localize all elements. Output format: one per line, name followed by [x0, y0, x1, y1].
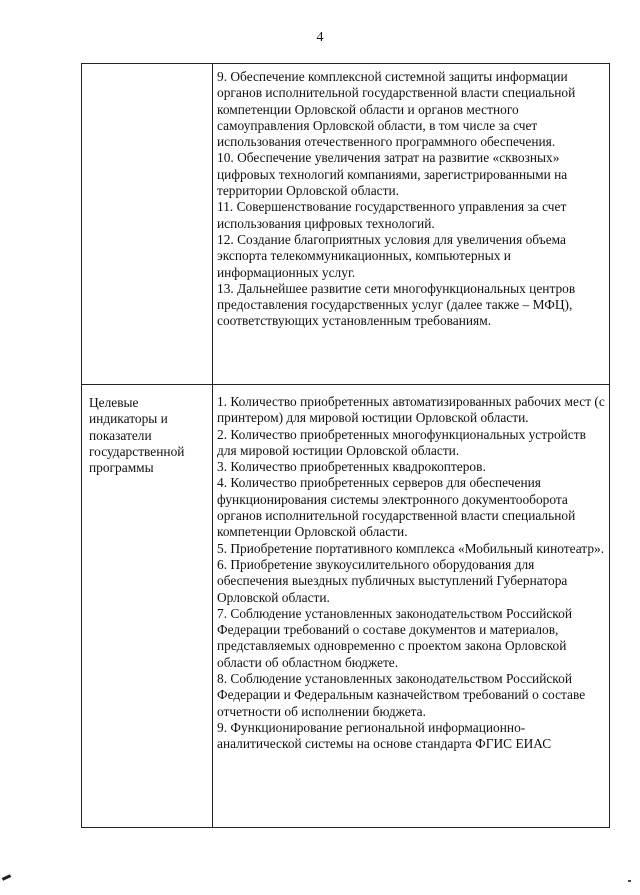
- scan-mark: [628, 880, 631, 882]
- row-content-cell: [213, 385, 610, 828]
- page-number: 4: [316, 30, 324, 45]
- list-item: 6. Приобретение звукоусилительного оборудования для обеспечения выездных публичных выступлений Губернатора Орловской области.: [217, 556, 568, 605]
- row-content-cell: [213, 64, 610, 385]
- list-item: 1. Количество приобретенных автоматизированных рабочих мест (с принтером) для мировой юстиции Орловской области.: [217, 394, 605, 426]
- list-item: 9. Обеспечение комплексной системной защиты информации органов исполнительной государственной власти специальной компетенции Орловской области и органов местного самоуправления Орловской области, в том числе за счет использования отечественного программного обеспечения.: [217, 69, 576, 150]
- row-label: Целевые индикаторы и показатели государственной программы: [89, 395, 185, 476]
- table-row: [82, 64, 610, 385]
- list-item: 9. Функционирование региональной информационно-аналитической системы на основе стандарта ФГИС ЕИАС: [217, 719, 552, 752]
- list-item: 13. Дальнейшее развитие сети многофункциональных центров предоставления государственных услуг (далее также – МФЦ), соответствующих установленным требованиям.: [217, 280, 576, 329]
- list-item: 11. Совершенствование государственного управления за счет использования цифровых технологий.: [217, 199, 567, 231]
- list-item: 3. Количество приобретенных квадрокоптеров.: [217, 459, 486, 475]
- program-passport-table: [81, 63, 610, 828]
- scan-mark: [2, 874, 11, 881]
- list-item: 8. Соблюдение установленных законодательством Российской Федерации и Федеральным казначейством требований о составе отчетности об исполнении бюджета.: [217, 671, 586, 719]
- list-item: 4. Количество приобретенных серверов для обеспечения функционирования системы электронного документооборота органов исполнительной государственной власти специальной компетенции Орловской области.: [217, 475, 576, 540]
- list-item: 7. Соблюдение установленных законодательством Российской Федерации требований о составе документов и материалов, представляемых одновременно с проектом закона Орловской области об областном бюджете.: [217, 605, 572, 670]
- list-item: 12. Создание благоприятных условия для увеличения объема экспорта телекоммуникационных, компьютерных и информационных услуг.: [217, 231, 566, 280]
- row-label-cell: [82, 385, 213, 828]
- list-item: 2. Количество приобретенных многофункциональных устройств для мировой юстиции Орловской области.: [217, 426, 586, 458]
- list-item: 5. Приобретение портативного комплекса «Мобильный кинотеатр».: [217, 540, 605, 556]
- row-label-cell: [82, 64, 213, 385]
- list-item: 10. Обеспечение увеличения затрат на развитие «сквозных» цифровых технологий компаниями, зарегистрированными на территории Орловской области.: [217, 150, 568, 199]
- table-row: [82, 385, 610, 828]
